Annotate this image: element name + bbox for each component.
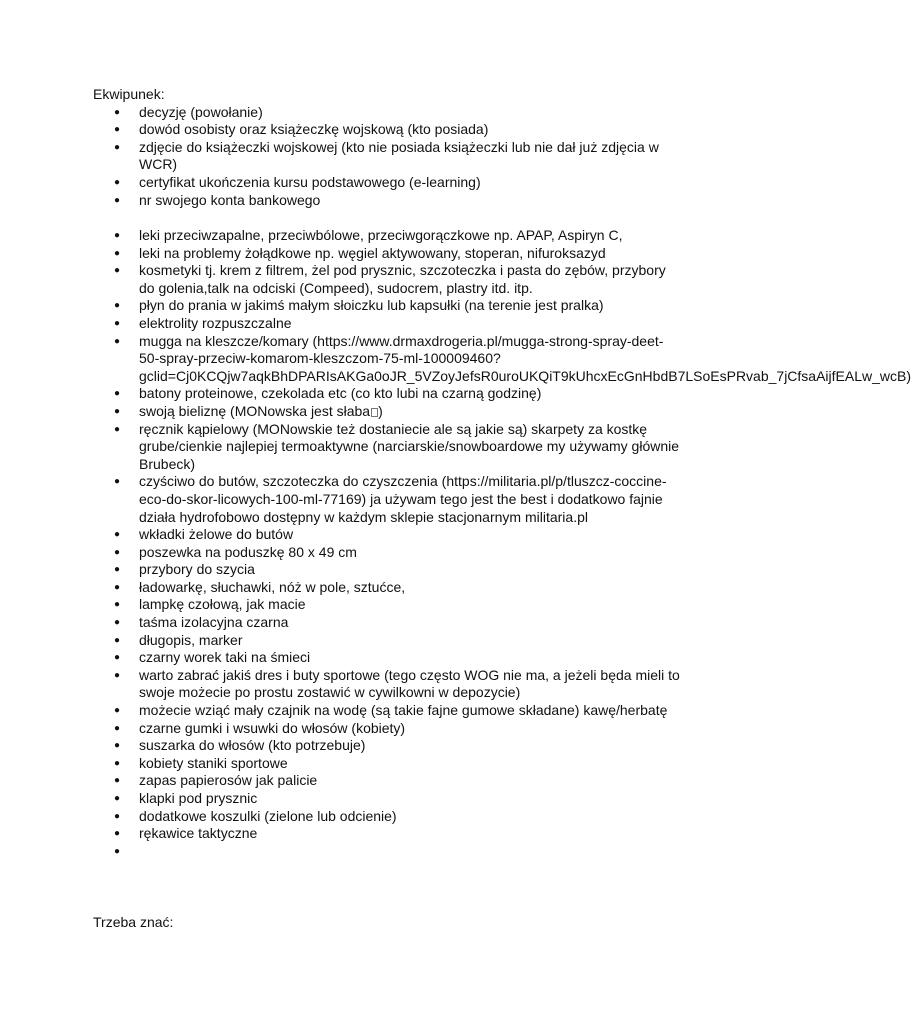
list-item: ● klapki pod prysznic — [0, 790, 680, 808]
list-item-empty — [0, 843, 680, 861]
list-item: ● czarne gumki i wsuwki do włosów (kobiety) — [0, 720, 680, 738]
list-item: ● zapas papierosów jak palicie — [0, 772, 680, 790]
list-item: ● długopis, marker — [0, 632, 680, 650]
documents-list — [0, 104, 680, 210]
list-item: ● czarny worek taki na śmieci — [0, 649, 680, 667]
list-item-text: swoją bieliznę (MONowska jest słaba — [139, 402, 371, 419]
list-item: ● warto zabrać jakiś dres i buty sportowe (tego często WOG nie ma, a jeżeli będa mieli to swoje możecie po prostu zostawić w cywilkowni w depozycie) — [0, 667, 680, 702]
list-item: ● batony proteinowe, czekolada etc (co kto lubi na czarną godzinę) — [0, 385, 680, 403]
list-item: ● certyfikat ukończenia kursu podstawowego (e-learning) — [0, 174, 680, 192]
equipment-list — [0, 227, 911, 860]
list-item — [0, 403, 680, 421]
list-item: ● płyn do prania w jakimś małym słoiczku lub kapsułki (na terenie jest pralka) — [0, 297, 680, 315]
equipment-heading: Ekwipunek: — [93, 86, 165, 102]
list-item: ● zdjęcie do książeczki wojskowej (kto nie posiada książeczki lub nie dał już zdjęcia w WCR) — [0, 139, 680, 174]
list-item: ● czyściwo do butów, szczoteczka do czyszczenia (https://militaria.pl/p/tluszcz-coccine-eco-do-skor-licowych-100-ml-77169) ja używam tego jest the best i dodatkowo fajnie działa hydrofobowo dostępny w każdym sklepie stacjonarnym militaria.pl — [0, 473, 680, 526]
list-item: ● suszarka do włosów (kto potrzebuje) — [0, 737, 680, 755]
list-item: ● lampkę czołową, jak macie — [0, 596, 680, 614]
list-item: ● dowód osobisty oraz książeczkę wojskową (kto posiada) — [0, 121, 680, 139]
must-know-heading: Trzeba znać: — [93, 914, 174, 930]
list-item: ● przybory do szycia — [0, 561, 680, 579]
list-item: ● rękawice taktyczne — [0, 825, 680, 843]
list-item: ● leki przeciwzapalne, przeciwbólowe, przeciwgorączkowe np. APAP, Aspiryn C, — [0, 227, 680, 245]
list-item: ● nr swojego konta bankowego — [0, 192, 680, 210]
list-item: ● wkładki żelowe do butów — [0, 526, 680, 544]
list-item: ● możecie wziąć mały czajnik na wodę (są takie fajne gumowe składane) kawę/herbatę — [0, 702, 680, 720]
list-item: ● ładowarkę, słuchawki, nóż w pole, sztućce, — [0, 579, 680, 597]
list-item: ● leki na problemy żołądkowe np. węgiel aktywowany, stoperan, nifuroksazyd — [0, 245, 680, 263]
list-item: ● elektrolity rozpuszczalne — [0, 315, 680, 333]
list-item: ● mugga na kleszcze/komary (https://www.drmaxdrogeria.pl/mugga-strong-spray-deet-50-spray-przeciw-komarom-kleszczom-75-ml-100009460?gclid=Cj0KCQjw7aqkBhDPARIsAKGa0oJR_5VZoyJefsR0uroUKQiT9kUhcxEcGnHbdB7LSoEsPRvab_7jCfsaAijfEALw_wcB) — [0, 333, 680, 386]
list-item: ● dodatkowe koszulki (zielone lub odcienie) — [0, 808, 680, 826]
list-item: ● taśma izolacyjna czarna — [0, 614, 680, 632]
list-item: ● ręcznik kąpielowy (MONowskie też dostaniecie ale są jakie są) skarpety za kostkę grube/cienkie najlepiej termoaktywne (narciarskie/snowboardowe my używamy głównie Brubeck) — [0, 421, 680, 474]
list-item: ● kosmetyki tj. krem z filtrem, żel pod prysznic, szczoteczka i pasta do zębów, przybory do golenia,talk na odciski (Compeed), sudocrem, plastry itd. itp. — [0, 262, 680, 297]
list-item: ● decyzję (powołanie) — [0, 104, 680, 122]
list-item-closing: ) — [378, 402, 383, 419]
list-item: ● kobiety staniki sportowe — [0, 755, 680, 773]
list-item: ● poszewka na poduszkę 80 x 49 cm — [0, 544, 680, 562]
